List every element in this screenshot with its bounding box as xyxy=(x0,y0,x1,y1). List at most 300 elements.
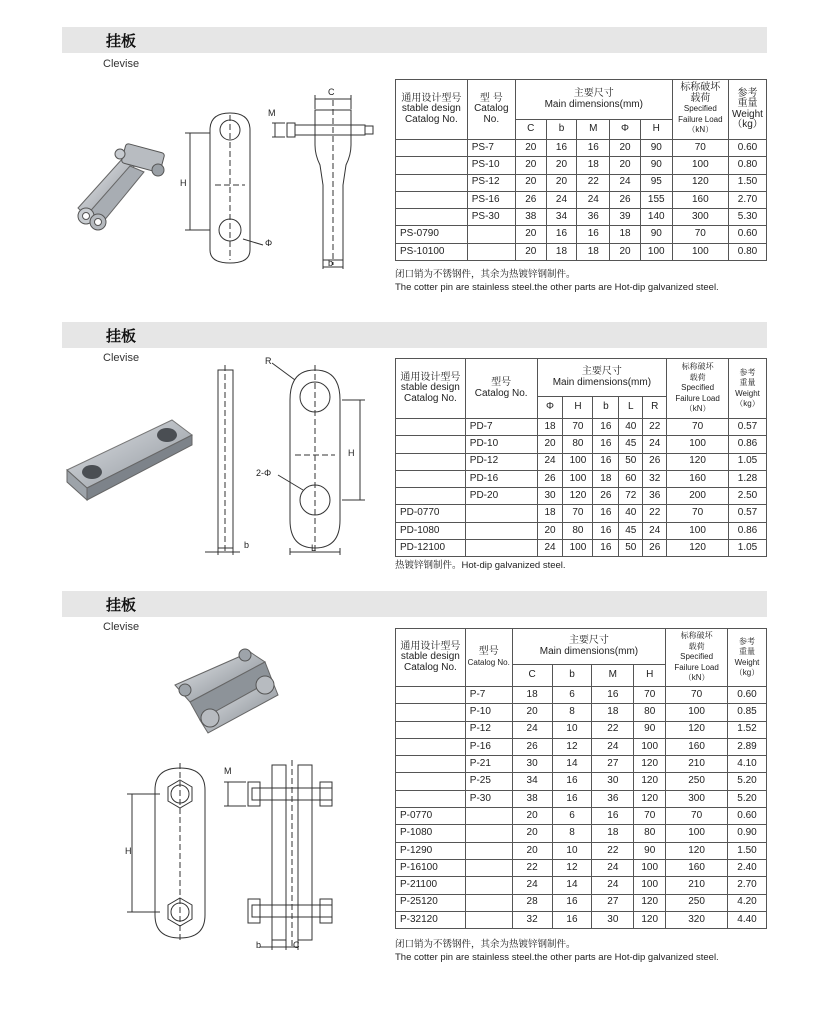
cell-catalog xyxy=(465,911,512,928)
cell-dimension: 22 xyxy=(577,174,610,191)
cell-std-design xyxy=(396,773,466,790)
cell-dimension: 70 xyxy=(563,419,593,436)
spec-table-3-body xyxy=(396,687,767,929)
cell-weight: 2.89 xyxy=(728,738,767,755)
table-row xyxy=(396,436,767,453)
cell-failure-load: 210 xyxy=(666,756,728,773)
header-weight: 参考 重量 Weight （kg） xyxy=(729,80,767,140)
dim-col-header: M xyxy=(577,120,610,140)
cell-std-design: PD-12100 xyxy=(396,540,466,557)
section-1-banner xyxy=(62,27,767,53)
section-3-note xyxy=(395,938,719,964)
cell-dimension: 22 xyxy=(592,842,634,859)
cell-dimension: 34 xyxy=(512,773,552,790)
header-std-design: 通用设计型号 stable design Catalog No. xyxy=(396,80,468,140)
cell-weight: 0.60 xyxy=(728,808,767,825)
table-row xyxy=(396,209,767,226)
cell-dimension: 6 xyxy=(552,808,592,825)
note-en: The cotter pin are stainless steel.the other parts are Hot-dip galvanized steel. xyxy=(395,282,719,293)
cell-dimension: 80 xyxy=(634,825,666,842)
cell-failure-load: 160 xyxy=(666,859,728,876)
cell-dimension: 100 xyxy=(563,453,593,470)
cell-weight: 0.80 xyxy=(729,243,767,260)
cell-std-design xyxy=(396,157,468,174)
cell-catalog: P-25 xyxy=(465,773,512,790)
cell-failure-load: 160 xyxy=(666,738,728,755)
cell-std-design xyxy=(396,209,468,226)
cell-dimension: 40 xyxy=(619,505,643,522)
cell-dimension: 30 xyxy=(537,488,563,505)
header-failure-load: 标称破坏 载荷 Specified Failure Load （kN） xyxy=(667,359,729,419)
cell-failure-load: 100 xyxy=(666,704,728,721)
cell-dimension: 20 xyxy=(512,842,552,859)
cell-dimension: 18 xyxy=(537,419,563,436)
cell-failure-load: 100 xyxy=(672,243,728,260)
cell-catalog xyxy=(467,243,515,260)
header-std-design: 通用设计型号 stable design Catalog No. xyxy=(396,359,466,419)
cell-std-design xyxy=(396,790,466,807)
cell-dimension: 14 xyxy=(552,877,592,894)
cell-dimension: 80 xyxy=(563,522,593,539)
table-row xyxy=(396,453,767,470)
cell-failure-load: 120 xyxy=(667,540,729,557)
cell-dimension: 24 xyxy=(537,540,563,557)
cell-dimension: 120 xyxy=(634,756,666,773)
cell-dimension: 22 xyxy=(592,721,634,738)
cell-dimension: 6 xyxy=(552,687,592,704)
cell-dimension: 20 xyxy=(515,174,546,191)
cell-dimension: 32 xyxy=(512,911,552,928)
cell-dimension: 10 xyxy=(552,842,592,859)
cell-catalog xyxy=(467,226,515,243)
cell-dimension: 120 xyxy=(634,790,666,807)
cell-dimension: 120 xyxy=(634,911,666,928)
cell-dimension: 18 xyxy=(577,157,610,174)
cell-weight: 1.28 xyxy=(729,470,767,487)
cell-std-design xyxy=(396,470,466,487)
cell-failure-load: 120 xyxy=(672,174,728,191)
note-cn: 热镀锌钢制件。Hot-dip galvanized steel. xyxy=(395,560,566,571)
cell-dimension: 16 xyxy=(546,226,577,243)
cell-dimension: 26 xyxy=(537,470,563,487)
dim-label-b: b xyxy=(256,940,262,950)
cell-weight: 5.20 xyxy=(728,773,767,790)
cell-dimension: 80 xyxy=(634,704,666,721)
cell-dimension: 20 xyxy=(546,157,577,174)
cell-dimension: 20 xyxy=(512,825,552,842)
dim-col-header: b xyxy=(546,120,577,140)
cell-dimension: 20 xyxy=(610,157,641,174)
cell-dimension: 80 xyxy=(563,436,593,453)
cell-dimension: 90 xyxy=(640,157,672,174)
cell-weight: 4.10 xyxy=(728,756,767,773)
cell-dimension: 36 xyxy=(643,488,667,505)
cell-dimension: 100 xyxy=(634,877,666,894)
cell-dimension: 26 xyxy=(515,191,546,208)
cell-weight: 0.86 xyxy=(729,522,767,539)
cell-failure-load: 120 xyxy=(666,721,728,738)
table-row xyxy=(396,243,767,260)
table-row xyxy=(396,191,767,208)
cell-dimension: 8 xyxy=(552,825,592,842)
dim-col-header: C xyxy=(515,120,546,140)
cell-dimension: 20 xyxy=(515,140,546,157)
dim-label-b: b xyxy=(328,258,334,268)
section-2-title: 挂板 xyxy=(106,328,137,345)
cell-catalog xyxy=(465,540,537,557)
cell-dimension: 50 xyxy=(619,540,643,557)
cell-dimension: 22 xyxy=(643,505,667,522)
cell-catalog xyxy=(465,808,512,825)
cell-std-design: P-0770 xyxy=(396,808,466,825)
cell-weight: 2.40 xyxy=(728,859,767,876)
cell-failure-load: 250 xyxy=(666,894,728,911)
table-row xyxy=(396,894,767,911)
cell-dimension: 20 xyxy=(610,243,641,260)
cell-weight: 4.40 xyxy=(728,911,767,928)
table-row xyxy=(396,738,767,755)
cell-dimension: 18 xyxy=(512,687,552,704)
cell-catalog: PD-12 xyxy=(465,453,537,470)
cell-std-design xyxy=(396,191,468,208)
cell-weight: 0.60 xyxy=(729,226,767,243)
cell-failure-load: 160 xyxy=(667,470,729,487)
dim-label-phi: Φ xyxy=(265,238,273,248)
cell-dimension: 120 xyxy=(634,773,666,790)
cell-dimension: 24 xyxy=(592,859,634,876)
cell-dimension: 22 xyxy=(643,419,667,436)
dim-col-header: R xyxy=(643,397,667,419)
cell-std-design: P-1080 xyxy=(396,825,466,842)
cell-failure-load: 300 xyxy=(666,790,728,807)
dim-col-header: C xyxy=(512,665,552,687)
cell-dimension: 140 xyxy=(640,209,672,226)
cell-catalog: PS-10 xyxy=(467,157,515,174)
cell-dimension: 90 xyxy=(634,842,666,859)
cell-dimension: 20 xyxy=(546,174,577,191)
cell-dimension: 39 xyxy=(610,209,641,226)
cell-dimension: 70 xyxy=(634,687,666,704)
cell-dimension: 18 xyxy=(593,470,619,487)
cell-dimension: 45 xyxy=(619,436,643,453)
cell-catalog xyxy=(465,842,512,859)
cell-dimension: 30 xyxy=(592,911,634,928)
cell-dimension: 100 xyxy=(563,540,593,557)
cell-dimension: 12 xyxy=(552,859,592,876)
cell-catalog xyxy=(465,877,512,894)
cell-dimension: 16 xyxy=(552,894,592,911)
header-main-dimensions: 主要尺寸 Main dimensions(mm) xyxy=(515,80,672,120)
cell-dimension: 24 xyxy=(537,453,563,470)
cell-dimension: 18 xyxy=(577,243,610,260)
cell-weight: 2.70 xyxy=(729,191,767,208)
cell-catalog: P-7 xyxy=(465,687,512,704)
cell-catalog xyxy=(465,894,512,911)
cell-weight: 5.30 xyxy=(729,209,767,226)
clevise-photo-1 xyxy=(68,140,178,235)
cell-dimension: 16 xyxy=(552,790,592,807)
cell-catalog: PD-16 xyxy=(465,470,537,487)
cell-weight: 0.57 xyxy=(729,505,767,522)
table-row xyxy=(396,773,767,790)
cell-dimension: 30 xyxy=(512,756,552,773)
cell-std-design xyxy=(396,140,468,157)
plate-photo-2 xyxy=(62,400,197,510)
cell-weight: 0.80 xyxy=(729,157,767,174)
cell-dimension: 24 xyxy=(577,191,610,208)
cell-dimension: 26 xyxy=(643,540,667,557)
header-catalog: 型号 Catalog No. xyxy=(465,359,537,419)
cell-weight: 0.85 xyxy=(728,704,767,721)
cell-failure-load: 210 xyxy=(666,877,728,894)
cell-catalog xyxy=(465,859,512,876)
cell-dimension: 20 xyxy=(515,226,546,243)
cell-dimension: 10 xyxy=(552,721,592,738)
cell-weight: 0.86 xyxy=(729,436,767,453)
table-row xyxy=(396,911,767,928)
dim-label-h: H xyxy=(125,846,132,856)
cell-dimension: 16 xyxy=(593,540,619,557)
section-3-subtitle: Clevise xyxy=(103,621,140,633)
cell-std-design: P-16100 xyxy=(396,859,466,876)
cell-dimension: 50 xyxy=(619,453,643,470)
cell-dimension: 26 xyxy=(593,488,619,505)
cell-weight: 0.60 xyxy=(728,687,767,704)
cell-dimension: 16 xyxy=(577,140,610,157)
cell-std-design xyxy=(396,174,468,191)
cell-failure-load: 300 xyxy=(672,209,728,226)
dim-label-b: b xyxy=(244,540,250,550)
cell-catalog: PD-7 xyxy=(465,419,537,436)
cell-failure-load: 70 xyxy=(666,687,728,704)
clevise-drawing-1 xyxy=(175,85,380,270)
cell-failure-load: 70 xyxy=(667,505,729,522)
cell-dimension: 18 xyxy=(592,704,634,721)
cell-std-design xyxy=(396,419,466,436)
cell-failure-load: 120 xyxy=(667,453,729,470)
cell-dimension: 16 xyxy=(552,773,592,790)
cell-std-design: P-21100 xyxy=(396,877,466,894)
dim-label-m: M xyxy=(268,108,276,118)
cell-dimension: 20 xyxy=(537,436,563,453)
cell-dimension: 120 xyxy=(563,488,593,505)
table-row xyxy=(396,505,767,522)
table-row xyxy=(396,488,767,505)
cell-dimension: 90 xyxy=(634,721,666,738)
note-en: The cotter pin are stainless steel.the other parts are Hot-dip galvanized steel. xyxy=(395,952,719,963)
cell-failure-load: 120 xyxy=(666,842,728,859)
cell-dimension: 36 xyxy=(577,209,610,226)
cell-catalog: P-16 xyxy=(465,738,512,755)
cell-dimension: 26 xyxy=(643,453,667,470)
dim-label-l: L xyxy=(311,543,317,553)
section-2-note xyxy=(395,559,566,572)
cell-dimension: 16 xyxy=(577,226,610,243)
cell-dimension: 36 xyxy=(592,790,634,807)
cell-catalog: PS-7 xyxy=(467,140,515,157)
cell-dimension: 70 xyxy=(563,505,593,522)
cell-dimension: 155 xyxy=(640,191,672,208)
cell-dimension: 120 xyxy=(634,894,666,911)
dim-label-m: M xyxy=(224,766,232,776)
cell-dimension: 72 xyxy=(619,488,643,505)
cell-weight: 1.50 xyxy=(728,842,767,859)
cell-std-design: P-32120 xyxy=(396,911,466,928)
cell-failure-load: 160 xyxy=(672,191,728,208)
section-2-subtitle: Clevise xyxy=(103,352,140,364)
cell-failure-load: 100 xyxy=(667,522,729,539)
cell-dimension: 40 xyxy=(619,419,643,436)
cell-dimension: 38 xyxy=(515,209,546,226)
cell-catalog: PS-12 xyxy=(467,174,515,191)
cell-dimension: 14 xyxy=(552,756,592,773)
cell-dimension: 16 xyxy=(593,522,619,539)
cell-dimension: 100 xyxy=(634,859,666,876)
cell-catalog: PS-30 xyxy=(467,209,515,226)
cell-dimension: 24 xyxy=(512,721,552,738)
table-row xyxy=(396,842,767,859)
cell-dimension: 38 xyxy=(512,790,552,807)
cell-std-design xyxy=(396,687,466,704)
cell-failure-load: 200 xyxy=(667,488,729,505)
spec-table-1-body xyxy=(396,140,767,261)
cell-failure-load: 100 xyxy=(666,825,728,842)
cell-failure-load: 320 xyxy=(666,911,728,928)
cell-weight: 1.05 xyxy=(729,453,767,470)
header-failure-load: 标称破坏 载荷 Specified Failure Load （kN） xyxy=(666,629,728,687)
cell-catalog: P-12 xyxy=(465,721,512,738)
cell-std-design xyxy=(396,488,466,505)
cell-weight: 0.60 xyxy=(729,140,767,157)
cell-dimension: 100 xyxy=(563,470,593,487)
cell-dimension: 12 xyxy=(552,738,592,755)
cell-dimension: 30 xyxy=(592,773,634,790)
cell-dimension: 22 xyxy=(512,859,552,876)
cell-dimension: 100 xyxy=(640,243,672,260)
cell-dimension: 16 xyxy=(546,140,577,157)
cell-catalog: P-21 xyxy=(465,756,512,773)
cell-failure-load: 70 xyxy=(672,140,728,157)
dim-col-header: b xyxy=(552,665,592,687)
cell-dimension: 45 xyxy=(619,522,643,539)
dim-col-header: L xyxy=(619,397,643,419)
dim-label-c: C xyxy=(293,940,300,950)
table-row xyxy=(396,419,767,436)
cell-std-design xyxy=(396,721,466,738)
header-failure-load: 标称破坏 载荷 Specified Failure Load （kN） xyxy=(672,80,728,140)
cell-dimension: 16 xyxy=(593,436,619,453)
cell-dimension: 27 xyxy=(592,894,634,911)
table-row xyxy=(396,687,767,704)
cell-dimension: 24 xyxy=(592,877,634,894)
cell-dimension: 26 xyxy=(512,738,552,755)
cell-dimension: 95 xyxy=(640,174,672,191)
spec-table-3 xyxy=(395,628,767,929)
clevise-photo-3 xyxy=(160,640,290,740)
cell-dimension: 8 xyxy=(552,704,592,721)
cell-weight: 5.20 xyxy=(728,790,767,807)
header-catalog: 型 号 Catalog No. xyxy=(467,80,515,140)
cell-catalog: P-10 xyxy=(465,704,512,721)
section-1-title: 挂板 xyxy=(106,33,137,50)
table-row xyxy=(396,859,767,876)
cell-std-design: PD-1080 xyxy=(396,522,466,539)
header-weight: 参考 重量 Weight （kg） xyxy=(728,629,767,687)
spec-table-1 xyxy=(395,79,767,261)
cell-std-design: PS-0790 xyxy=(396,226,468,243)
cell-dimension: 90 xyxy=(640,226,672,243)
note-cn: 闭口销为不锈钢件，其余为热镀锌钢制件。 xyxy=(395,269,576,280)
dim-col-header: M xyxy=(592,665,634,687)
cell-dimension: 20 xyxy=(512,704,552,721)
cell-weight: 1.52 xyxy=(728,721,767,738)
cell-catalog: PD-10 xyxy=(465,436,537,453)
cell-dimension: 28 xyxy=(512,894,552,911)
section-2-banner xyxy=(62,322,767,348)
dim-col-header: b xyxy=(593,397,619,419)
section-3-title: 挂板 xyxy=(106,597,137,614)
dim-col-header: H xyxy=(640,120,672,140)
dim-label-2phi: 2-Φ xyxy=(256,468,272,478)
cell-dimension: 16 xyxy=(592,808,634,825)
cell-catalog: PS-16 xyxy=(467,191,515,208)
table-row xyxy=(396,174,767,191)
header-catalog: 型号 Catalog No. xyxy=(465,629,512,687)
table-row xyxy=(396,825,767,842)
dim-label-h: H xyxy=(180,178,187,188)
cell-std-design xyxy=(396,436,466,453)
cell-std-design: P-25120 xyxy=(396,894,466,911)
note-cn: 闭口销为不锈钢件，其余为热镀锌钢制件。 xyxy=(395,939,576,950)
cell-dimension: 24 xyxy=(610,174,641,191)
cell-weight: 4.20 xyxy=(728,894,767,911)
table-row xyxy=(396,470,767,487)
cell-catalog xyxy=(465,522,537,539)
cell-dimension: 90 xyxy=(640,140,672,157)
cell-dimension: 70 xyxy=(634,808,666,825)
cell-std-design: PS-10100 xyxy=(396,243,468,260)
table-row xyxy=(396,721,767,738)
table-row xyxy=(396,140,767,157)
dim-col-header: Φ xyxy=(610,120,641,140)
dim-col-header: Φ xyxy=(537,397,563,419)
cell-dimension: 18 xyxy=(610,226,641,243)
header-main-dimensions: 主要尺寸 Main dimensions(mm) xyxy=(512,629,666,665)
cell-dimension: 16 xyxy=(593,505,619,522)
cell-dimension: 32 xyxy=(643,470,667,487)
cell-failure-load: 70 xyxy=(666,808,728,825)
cell-dimension: 16 xyxy=(593,453,619,470)
cell-catalog xyxy=(465,825,512,842)
cell-failure-load: 100 xyxy=(667,436,729,453)
clevise-drawing-3 xyxy=(120,760,345,950)
cell-failure-load: 100 xyxy=(672,157,728,174)
spec-table-2-body xyxy=(396,419,767,557)
table-row xyxy=(396,157,767,174)
cell-weight: 0.57 xyxy=(729,419,767,436)
table-row xyxy=(396,540,767,557)
cell-std-design: P-1290 xyxy=(396,842,466,859)
cell-weight: 0.90 xyxy=(728,825,767,842)
cell-dimension: 16 xyxy=(552,911,592,928)
section-3-banner xyxy=(62,591,767,617)
cell-dimension: 60 xyxy=(619,470,643,487)
cell-dimension: 34 xyxy=(546,209,577,226)
spec-table-2 xyxy=(395,358,767,557)
table-row xyxy=(396,522,767,539)
cell-dimension: 16 xyxy=(593,419,619,436)
header-std-design: 通用设计型号 stable design Catalog No. xyxy=(396,629,466,687)
